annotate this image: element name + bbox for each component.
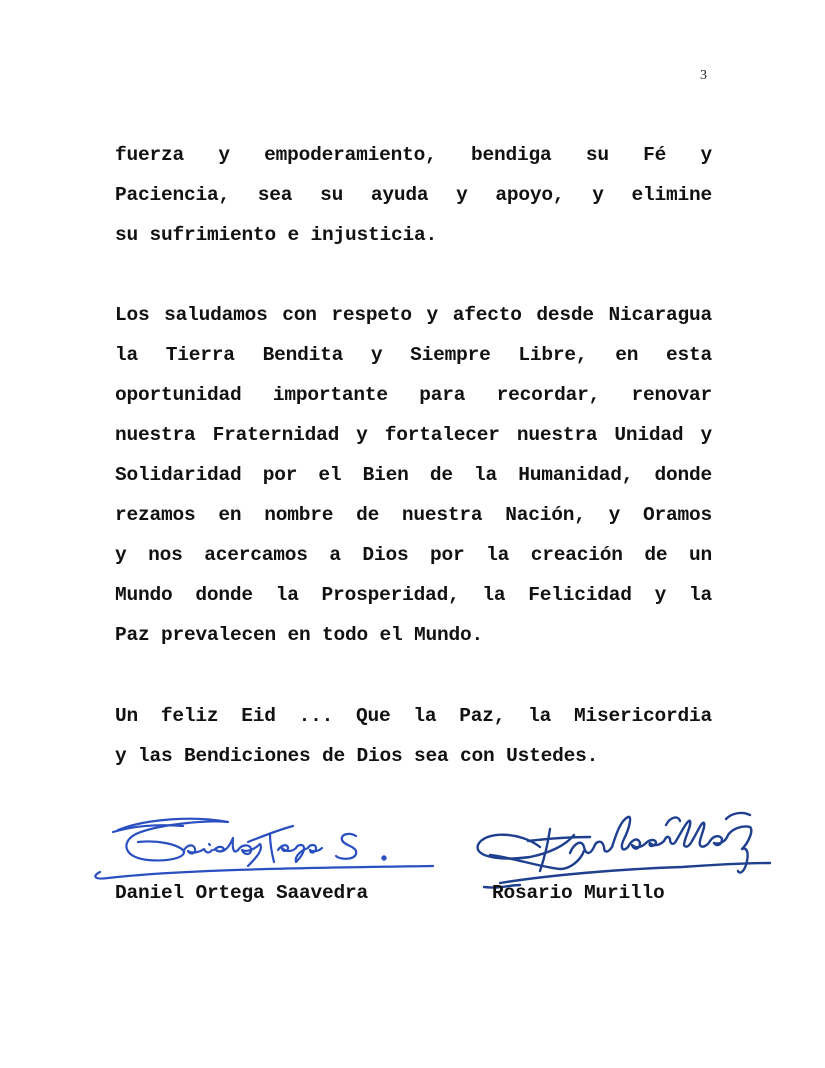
text-line: Mundo donde la Prosperidad, la Felicidad y la [115,584,712,606]
text-line: fuerza y empoderamiento, bendiga su Fé y [115,144,712,166]
text-line: Paciencia, sea su ayuda y apoyo, y elimine [115,184,712,206]
text-line: su sufrimiento e injusticia. [115,224,438,246]
paragraph-2 [115,295,712,655]
text-line: Solidaridad por el Bien de la Humanidad, donde [115,464,712,486]
signer-name-daniel-ortega: Daniel Ortega Saavedra [115,882,369,904]
text-line: la Tierra Bendita y Siempre Libre, en esta [115,344,712,366]
text-line: y las Bendiciones de Dios sea con Ustedes. [115,745,599,767]
signer-name-rosario-murillo: Rosario Murillo [492,882,665,904]
text-line: Los saludamos con respeto y afecto desde Nicaragua [115,304,712,326]
text-line: Un feliz Eid ... Que la Paz, la Misericordia [115,705,712,727]
paragraph-3 [115,696,712,776]
paragraph-1 [115,135,712,255]
text-line: nuestra Fraternidad y fortalecer nuestra Unidad y [115,424,712,446]
text-line: oportunidad importante para recordar, renovar [115,384,712,406]
text-line: y nos acercamos a Dios por la creación de un [115,544,712,566]
page-number: 3 [700,68,707,83]
text-line: Paz prevalecen en todo el Mundo. [115,624,484,646]
signature-daniel-ortega [88,800,448,885]
text-line: rezamos en nombre de nuestra Nación, y Oramos [115,504,712,526]
